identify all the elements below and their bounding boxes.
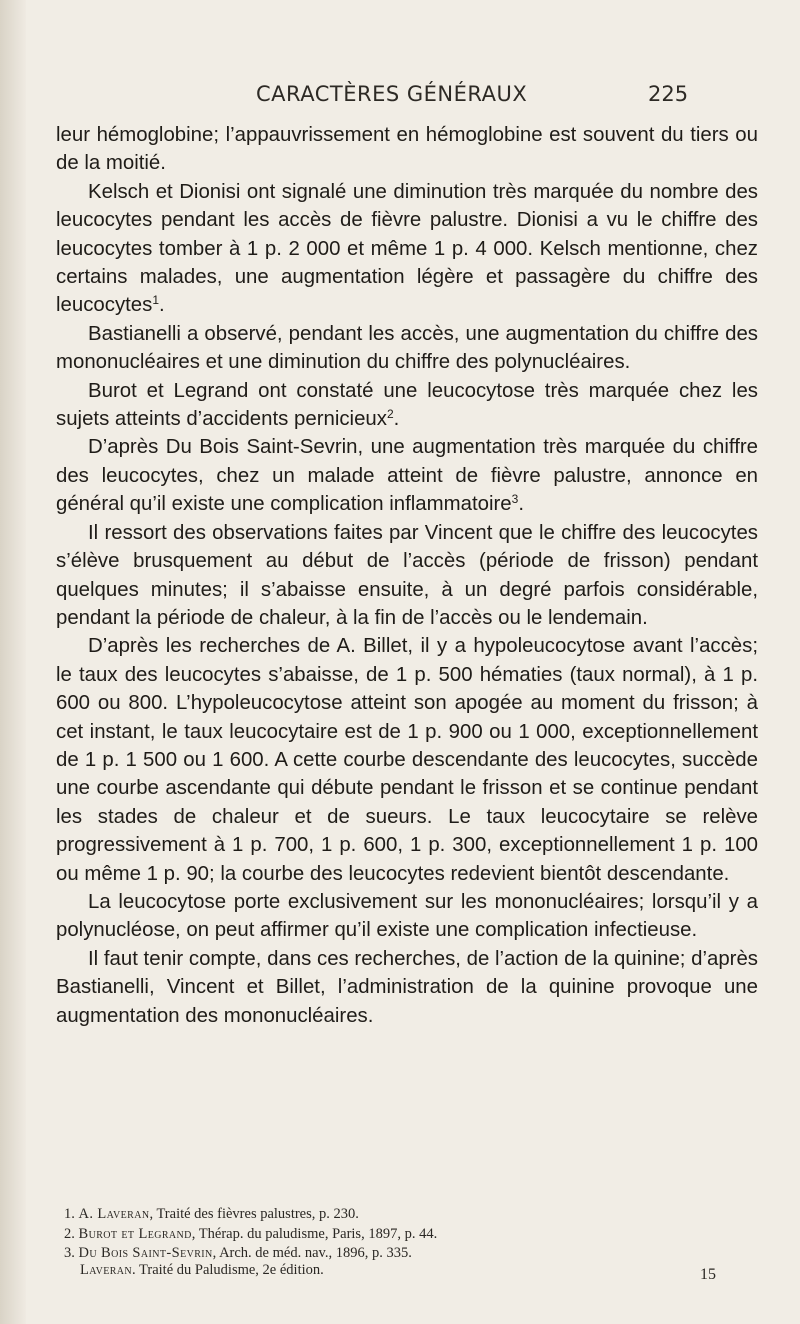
footnote-number: 1. <box>64 1206 75 1222</box>
paragraph-text: La leucocytose porte exclusivement sur les mononucléaires; lorsqu’il y a polynucléose, on peut affirmer qu’il existe une complication infectieuse. <box>56 890 758 942</box>
body-text <box>56 121 758 1030</box>
paragraph-text: Kelsch et Dionisi ont signalé une diminution très marquée du nombre des leucocytes pendant les accès de fièvre palustre. Dionisi a vu le chiffre des leucocytes tomber à 1 p. 2 000 et même 1 p. 4 000. Kelsch mentionne, chez certains malades, une augmentation légère et passagère du chiffre des leucocytes <box>56 180 758 317</box>
paragraph <box>56 320 758 377</box>
paragraph-text: Il ressort des observations faites par Vincent que le chiffre des leucocytes s’élève brusquement au début de l’accès (période de frisson) pendant quelques minutes; il s’abaisse ensuite, à un degré parfois considérable, pendant la période de chaleur, à la fin de l’accès ou le lendemain. <box>56 521 758 629</box>
printer-signature <box>80 1262 324 1279</box>
footnote-author: Burot et Legrand <box>78 1225 192 1242</box>
running-head <box>0 82 800 112</box>
paragraph-text: . <box>393 408 400 431</box>
signature-author: Laveran <box>80 1262 133 1278</box>
footnote-text: , Traité des fièvres palustres, p. 230. <box>149 1206 359 1222</box>
footnote-ref: 3 <box>511 492 519 507</box>
paragraph <box>56 433 758 518</box>
paragraph <box>56 178 758 320</box>
footnote <box>56 1225 758 1245</box>
footnote <box>56 1244 758 1264</box>
paragraph <box>56 632 758 888</box>
footnote-number: 3. <box>64 1245 75 1261</box>
paragraph-text: D’après Du Bois Saint-Sevrin, une augmentation très marquée du chiffre des leucocytes, chez un malade atteint de fièvre palustre, annonce en général qu’il existe une complication inflammatoire <box>56 436 758 516</box>
page-footer <box>80 1262 750 1282</box>
paragraph <box>56 377 758 434</box>
footnote-number: 2. <box>64 1225 75 1242</box>
footnote-text: , Arch. de méd. nav., 1896, p. 335. <box>212 1245 412 1261</box>
paragraph-text: Il faut tenir compte, dans ces recherches, de l’action de la quinine; d’après Bastianelli, Vincent et Billet, l’administration de la quinine provoque une augmentation des mononucléaires. <box>56 947 758 1027</box>
paragraph <box>56 519 758 633</box>
signature-number: 15 <box>700 1266 716 1283</box>
footnote-ref: 2 <box>386 407 394 422</box>
footnote-text: , Thérap. du paludisme, Paris, 1897, p. 44. <box>191 1225 438 1242</box>
footnote-ref: 1 <box>152 293 160 308</box>
running-title: CARACTÈRES GÉNÉRAUX <box>256 82 528 106</box>
paragraph-text: Bastianelli a observé, pendant les accès, une augmentation du chiffre des mononucléaires et une diminution du chiffre des polynucléaires. <box>56 322 758 374</box>
signature-text: . Traité du Paludisme, 2e édition. <box>132 1262 324 1278</box>
paragraph <box>56 888 758 945</box>
footnotes <box>56 1205 758 1264</box>
paragraph <box>56 945 758 1030</box>
page-number: 225 <box>648 82 689 106</box>
page-gutter-shadow <box>0 0 26 1324</box>
footnote-author: Du Bois Saint-Sevrin <box>78 1245 213 1261</box>
paragraph-text: . <box>159 294 165 317</box>
footnote <box>56 1205 758 1225</box>
footnote-author: A. Laveran <box>78 1206 150 1222</box>
paragraph-text: leur hémoglobine; l’appauvrissement en hémoglobine est souvent du tiers ou de la moitié. <box>56 124 758 175</box>
paragraph <box>56 121 758 178</box>
paragraph-text: . <box>518 493 524 516</box>
paragraph-text: D’après les recherches de A. Billet, il y a hypoleucocytose avant l’accès; le taux des leucocytes s’abaisse, de 1 p. 500 hématies (taux normal), à 1 p. 600 ou 800. L’hypoleucocytose atteint son apogée au moment du frisson; à cet instant, le taux leucocytaire est de 1 p. 900 ou 1 000, exceptionnellement de 1 p. 1 500 ou 1 600. A cette courbe descendante des leucocytes, succède une courbe ascendante qui débute pendant le frisson et se continue pendant les stades de chaleur et de sueurs. Le taux leucocytaire se relève progressivement à 1 p. 700, 1 p. 600, 1 p. 300, exceptionnellement 1 p. 100 ou même 1 p. 90; la courbe des leucocytes redevient bientôt descendante. <box>56 635 758 885</box>
paragraph-text: Burot et Legrand ont constaté une leucocytose très marquée chez les sujets atteints d’accidents pernicieux <box>56 379 758 431</box>
